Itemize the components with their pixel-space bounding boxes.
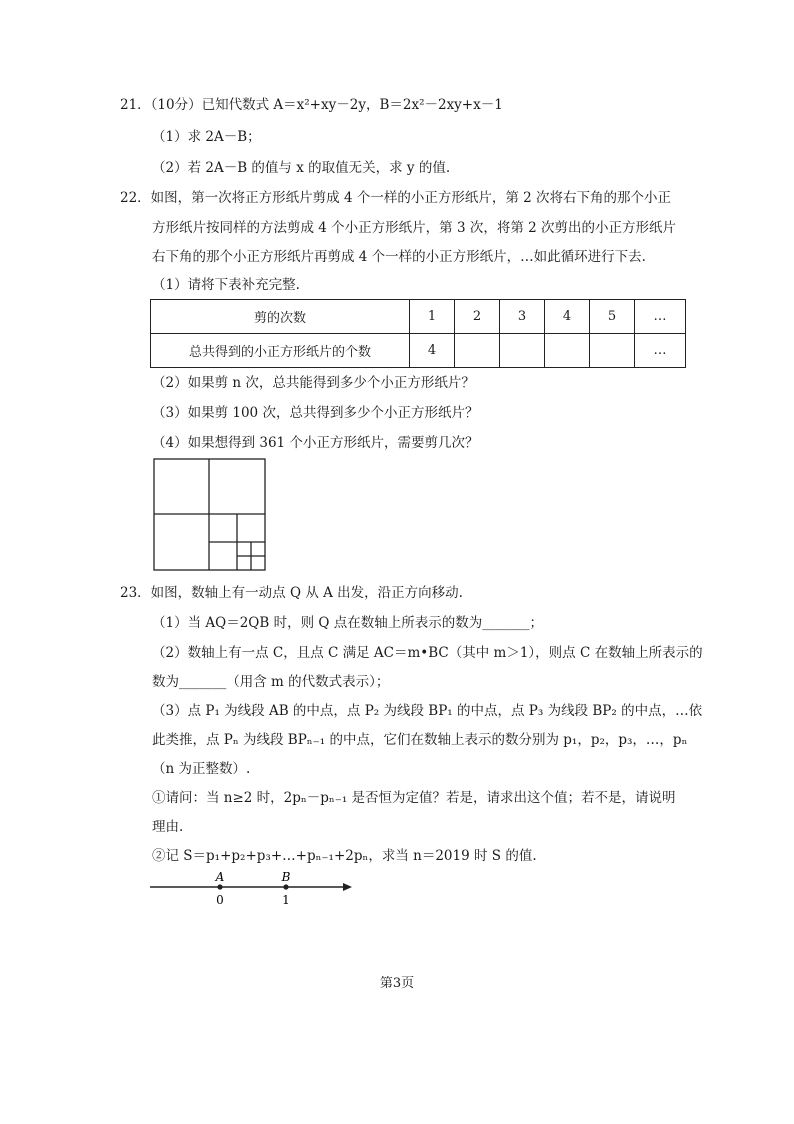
- table-cell: 剪的次数: [151, 300, 410, 334]
- table-cell: 总共得到的小正方形纸片的个数: [151, 334, 410, 368]
- tick-a-value: 0: [216, 893, 224, 907]
- point-b-label: B: [281, 870, 291, 884]
- tick-b-value: 1: [282, 893, 290, 907]
- q22-part1: （1）请将下表补充完整.: [152, 277, 300, 293]
- table-cell-blank: [590, 334, 635, 368]
- table-cell-blank: [545, 334, 590, 368]
- table-cell: 2: [455, 300, 500, 334]
- q22-part3: （3）如果剪 100 次，总共得到多少个小正方形纸片？: [152, 405, 479, 421]
- q23-part3-line2: 此类推，点 Pₙ 为线段 BPₙ₋₁ 的中点，它们在数轴上表示的数分别为 p₁，p₂，p₃，…，pₙ: [152, 732, 688, 748]
- table-cell: 1: [410, 300, 455, 334]
- point-b-dot: [283, 884, 288, 889]
- page-number: 第3页: [379, 976, 415, 991]
- q22-part2: （2）如果剪 n 次，总共能得到多少个小正方形纸片？: [152, 375, 475, 391]
- q23-part3-line1: （3）点 P₁ 为线段 AB 的中点，点 P₂ 为线段 BP₁ 的中点，点 P₃ 为线段 BP₂ 的中点，…依: [152, 703, 703, 719]
- table-cell: …: [635, 300, 686, 334]
- q23-sub2: ②记 S＝p₁+p₂+p₃+…+pₙ₋₁+2pₙ，求当 n＝2019 时 S 的值.: [152, 848, 537, 864]
- table-cell-blank: [500, 334, 545, 368]
- number-line: [148, 866, 358, 908]
- table-cell: 4: [410, 334, 455, 368]
- q21-part1: （1）求 2A－B；: [152, 129, 261, 145]
- q23-part2-line1: （2）数轴上有一点 C，且点 C 满足 AC＝m•BC（其中 m＞1），则点 C 在数轴上所表示的: [152, 645, 703, 661]
- q23-part1: （1）当 AQ＝2QB 时，则 Q 点在数轴上所表示的数为_______；: [152, 615, 543, 631]
- square-cutting-figure: [153, 458, 267, 572]
- q22-stem-line2: 方形纸片按同样的方法剪成 4 个小正方形纸片，第 3 次，将第 2 次剪出的小正方形纸片: [152, 220, 677, 236]
- point-a-dot: [217, 884, 222, 889]
- table-cell: …: [635, 334, 686, 368]
- q22-table: [150, 299, 686, 368]
- q22-part4: （4）如果想得到 361 个小正方形纸片，需要剪几次？: [152, 435, 479, 451]
- q22-stem-line1: 22．如图，第一次将正方形纸片剪成 4 个一样的小正方形纸片，第 2 次将右下角的那个小正: [120, 190, 672, 206]
- table-cell: 3: [500, 300, 545, 334]
- axis-arrow-icon: [343, 883, 352, 891]
- q23-stem: 23．如图，数轴上有一动点 Q 从 A 出发，沿正方向移动.: [120, 585, 463, 601]
- table-row: [151, 334, 686, 368]
- point-a-label: A: [215, 870, 225, 884]
- table-row: [151, 300, 686, 334]
- q21-stem: 21．（10分）已知代数式 A＝x²+xy－2y，B＝2x²－2xy+x－1: [120, 97, 503, 113]
- q23-part3-line3: （n 为正整数）.: [152, 761, 251, 777]
- table-cell: 4: [545, 300, 590, 334]
- q23-sub1-line2: 理由.: [152, 819, 184, 835]
- q22-stem-line3: 右下角的那个小正方形纸片再剪成 4 个一样的小正方形纸片，…如此循环进行下去.: [152, 249, 646, 265]
- table-cell: 5: [590, 300, 635, 334]
- table-cell-blank: [455, 334, 500, 368]
- q21-part2: （2）若 2A－B 的值与 x 的取值无关，求 y 的值.: [152, 160, 451, 176]
- q23-sub1-line1: ①请问：当 n≥2 时，2pₙ－pₙ₋₁ 是否恒为定值？若是，请求出这个值；若不是，请说明: [152, 790, 676, 806]
- q23-part2-line2: 数为_______（用含 m 的代数式表示）；: [152, 674, 390, 690]
